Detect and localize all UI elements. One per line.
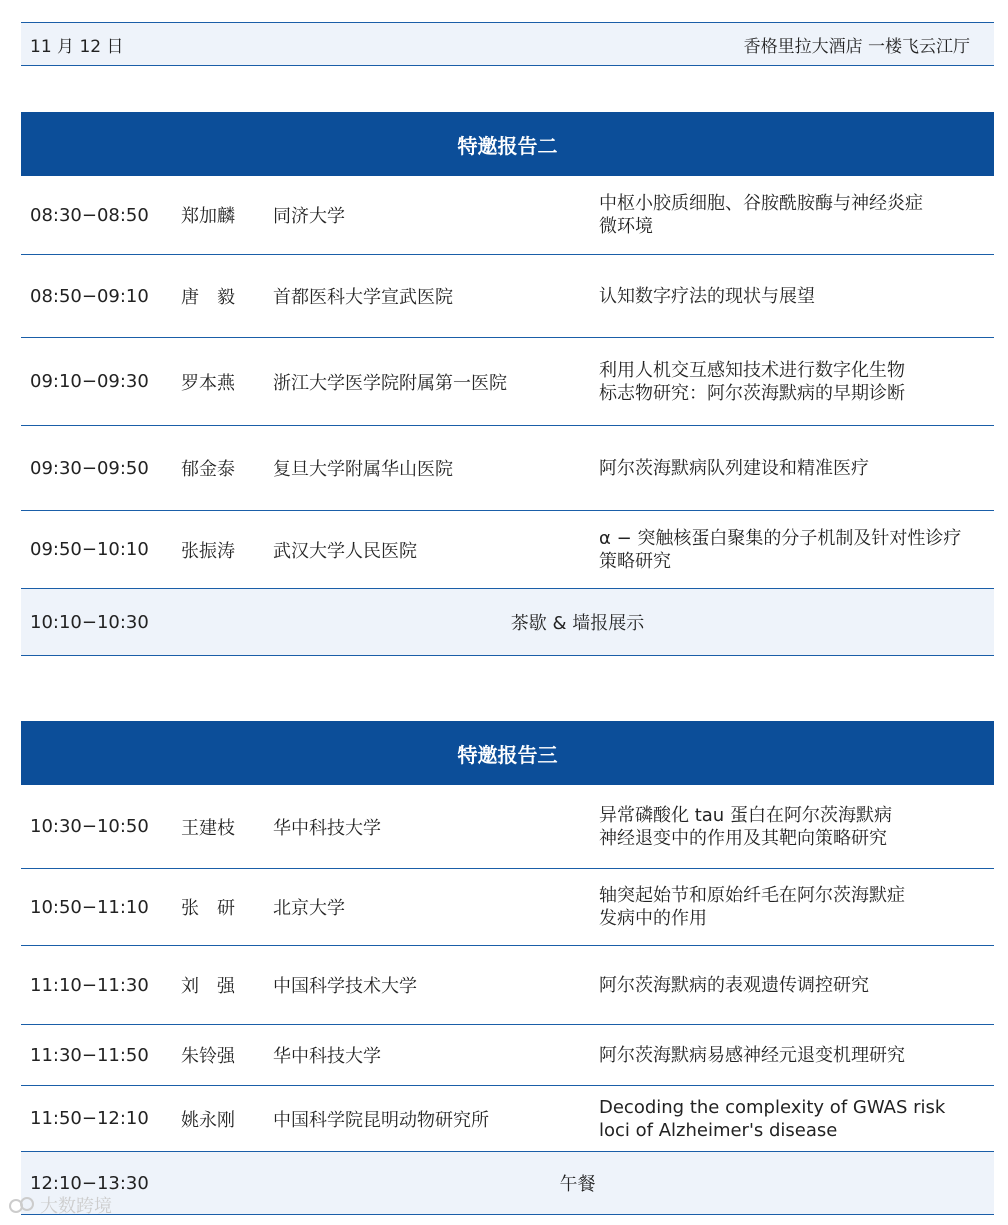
institution: 浙江大学医学院附属第一医院: [273, 372, 507, 394]
topic: [599, 946, 994, 1024]
table-row: [21, 176, 994, 255]
time-cell: 09:30−09:50: [30, 457, 149, 479]
topic: [599, 511, 994, 588]
table-row: [21, 511, 994, 589]
speaker-name: 刘 强: [181, 976, 235, 997]
speaker-name: 唐 毅: [181, 287, 235, 308]
speaker-name: 罗本燕: [181, 372, 235, 394]
topic: [599, 1025, 994, 1085]
time-cell: 08:30−08:50: [30, 204, 149, 226]
topic-line: α − 突触核蛋白聚集的分子机制及针对性诊疗: [599, 527, 962, 549]
table-row: [21, 1025, 994, 1086]
topic-line: 认知数字疗法的现状与展望: [599, 285, 815, 307]
topic-line: 异常磷酸化 tau 蛋白在阿尔茨海默病: [599, 804, 892, 826]
info-bar: [21, 22, 994, 66]
topic-line: 阿尔茨海默病的表观遗传调控研究: [599, 974, 869, 996]
institution: 首都医科大学宣武医院: [273, 287, 453, 308]
time-cell: 09:10−09:30: [30, 371, 149, 392]
table-row: [21, 785, 994, 869]
break-row: [21, 1152, 994, 1215]
topic: [599, 785, 994, 868]
speaker-name: 姚永刚: [181, 1109, 235, 1131]
date-label: 11 月 12 日: [30, 36, 124, 57]
speaker-name: 朱铃强: [181, 1046, 235, 1067]
speaker-name: 张 研: [181, 898, 235, 919]
speaker-name: 王建枝: [181, 817, 235, 839]
institution: 北京大学: [273, 898, 345, 919]
topic-line: 微环境: [599, 216, 653, 237]
topic: [599, 338, 994, 425]
table-row: [21, 338, 994, 426]
table-row: [21, 1086, 994, 1152]
time-cell: 10:10−10:30: [30, 611, 149, 633]
speaker-name: 郑加麟: [181, 206, 235, 227]
topic-line: 策略研究: [599, 550, 671, 572]
institution: 武汉大学人民医院: [273, 540, 417, 562]
time-cell: 11:50−12:10: [30, 1108, 149, 1129]
time-cell: 10:50−11:10: [30, 896, 149, 918]
institution: 中国科学院昆明动物研究所: [273, 1109, 489, 1131]
break-row: [21, 589, 994, 656]
topic: [599, 426, 994, 510]
section-header-2: 特邀报告二: [21, 112, 994, 176]
topic-line: loci of Alzheimer's disease: [599, 1119, 838, 1141]
topic-line: Decoding the complexity of GWAS risk: [599, 1096, 946, 1118]
break-label: 茶歇 & 墙报展示: [510, 613, 645, 634]
table-row: [21, 946, 994, 1025]
topic-line: 标志物研究：阿尔茨海默病的早期诊断: [599, 382, 905, 404]
institution: 华中科技大学: [273, 1046, 381, 1067]
table-row: [21, 255, 994, 338]
topic-line: 中枢小胶质细胞、谷胺酰胺酶与神经炎症: [599, 193, 923, 214]
time-cell: 11:10−11:30: [30, 974, 149, 996]
break-label: 午餐: [559, 1174, 596, 1195]
time-cell: 09:50−10:10: [30, 539, 149, 560]
time-cell: 12:10−13:30: [30, 1172, 149, 1194]
table-row: [21, 869, 994, 946]
section-header-3: 特邀报告三: [21, 721, 994, 785]
watermark-logo-icon: [8, 1196, 36, 1214]
topic-line: 轴突起始节和原始纤毛在阿尔茨海默症: [599, 885, 905, 906]
institution: 华中科技大学: [273, 817, 381, 839]
topic-line: 阿尔茨海默病队列建设和精准医疗: [599, 457, 869, 479]
table-row: [21, 426, 994, 511]
watermark-text: 大数跨境: [40, 1196, 112, 1217]
topic-line: 神经退变中的作用及其靶向策略研究: [599, 827, 887, 849]
topic: [599, 1086, 994, 1151]
institution: 同济大学: [273, 206, 345, 227]
watermark: [8, 1192, 112, 1218]
time-cell: 08:50−09:10: [30, 285, 149, 307]
topic-line: 发病中的作用: [599, 908, 707, 929]
topic: [599, 176, 994, 254]
topic: [599, 869, 994, 945]
speaker-name: 张振涛: [181, 540, 235, 562]
venue-label: 香格里拉大酒店 一楼飞云江厅: [743, 36, 970, 57]
time-cell: 10:30−10:50: [30, 816, 149, 837]
time-cell: 11:30−11:50: [30, 1044, 149, 1066]
topic-line: 利用人机交互感知技术进行数字化生物: [599, 359, 905, 381]
institution: 复旦大学附属华山医院: [273, 459, 453, 480]
speaker-name: 郁金泰: [181, 459, 235, 480]
institution: 中国科学技术大学: [273, 976, 417, 997]
topic: [599, 255, 994, 337]
topic-line: 阿尔茨海默病易感神经元退变机理研究: [599, 1044, 905, 1066]
